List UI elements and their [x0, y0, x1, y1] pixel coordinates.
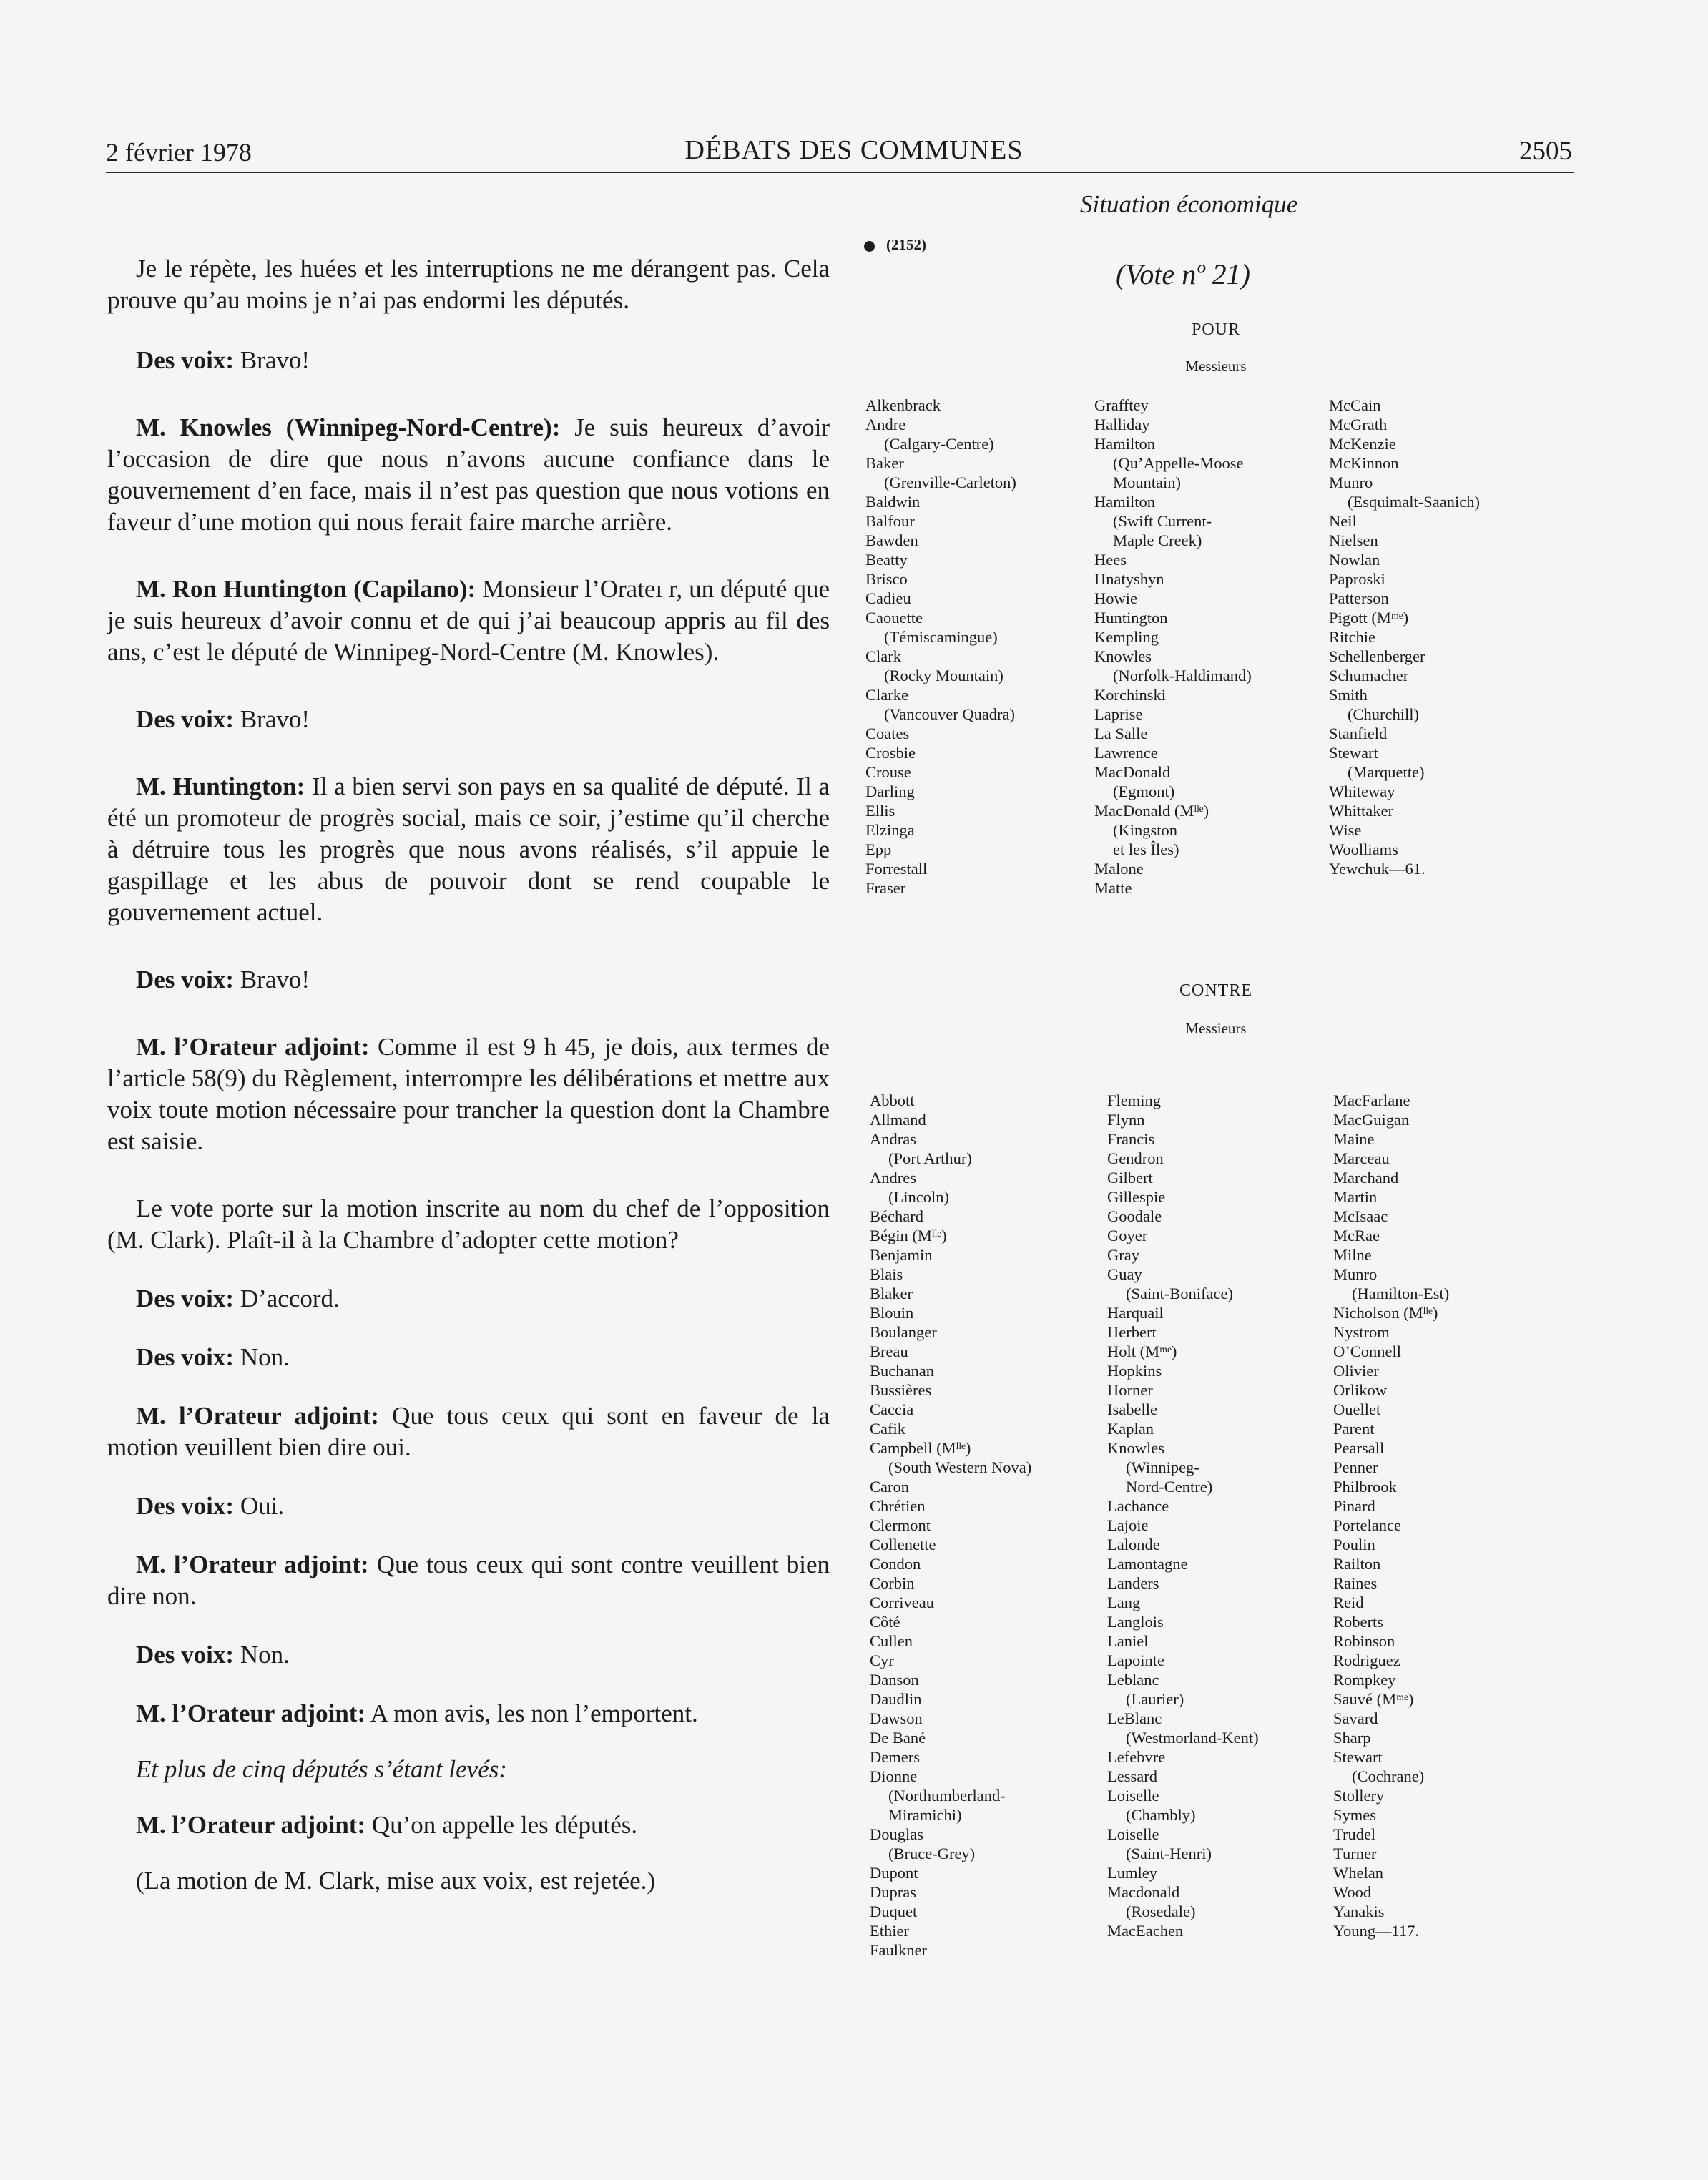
debate-paragraph	[107, 345, 830, 376]
member-name: (Bruce-Grey)	[888, 1845, 976, 1862]
member-name: Côté	[870, 1613, 900, 1631]
member-name: Harquail	[1107, 1304, 1164, 1322]
member-name: Macdonald	[1107, 1883, 1180, 1901]
member-name: Wise	[1329, 821, 1362, 839]
speech-text: Bravo!	[234, 966, 310, 993]
member-name: Pearsall	[1333, 1439, 1385, 1457]
speech-text: Le vote porte sur la motion inscrite au nom du chef de l’opposition (M. Clark). Plaît-il à la Chambre d’adopter cette motion?	[107, 1194, 830, 1254]
header-date: 2 février 1978	[106, 138, 252, 167]
member-name: Paproski	[1329, 570, 1385, 588]
speaker-name: Des voix:	[136, 346, 235, 374]
member-name: Boulanger	[870, 1323, 937, 1341]
member-name: (Vancouver Quadra)	[884, 705, 1016, 723]
member-name: Epp	[865, 840, 892, 858]
member-name: (Westmorland-Kent)	[1126, 1729, 1259, 1747]
member-name: Hnatyshyn	[1094, 570, 1164, 588]
page-number: 2505	[1519, 137, 1572, 166]
speech-text: Je le répète, les huées et les interruptions ne me dérangent pas. Cela prouve qu’au moins je n’ai pas endormi les députés.	[107, 255, 830, 314]
member-name: Ellis	[865, 802, 895, 820]
member-name: Cafik	[870, 1420, 905, 1438]
debate-paragraph	[107, 1342, 830, 1373]
speech-text: Bravo!	[234, 346, 310, 374]
member-name: De Bané	[870, 1729, 926, 1747]
speech-text: Je suis heureux d’avoir l’occasion de dire que nous n’avons aucune confiance dans le gouvernement d’en face, mais il n’est pas question que nous votions en faveur d’une motion qui nous ferait faire marche arrière.	[107, 413, 830, 536]
member-name: Knowles	[1094, 647, 1152, 665]
member-name: Trudel	[1333, 1825, 1376, 1843]
member-name: Wood	[1333, 1883, 1372, 1901]
member-name: Andres	[870, 1169, 916, 1187]
member-name: Corbin	[870, 1574, 915, 1592]
member-name: Beatty	[865, 551, 908, 569]
member-name: Whelan	[1333, 1864, 1383, 1882]
member-name: Darling	[865, 782, 915, 800]
member-name: Dionne	[870, 1767, 918, 1785]
debate-paragraph	[107, 1283, 830, 1315]
member-name: Abbott	[870, 1091, 915, 1109]
speaker-name: M. Huntington:	[136, 772, 305, 800]
member-name: Baldwin	[865, 493, 921, 511]
speaker-name: Des voix:	[136, 1343, 235, 1371]
member-name: Marceau	[1333, 1149, 1390, 1167]
member-name: Lachance	[1107, 1497, 1169, 1515]
member-name: Goyer	[1107, 1227, 1148, 1244]
member-name: Danson	[870, 1671, 919, 1689]
member-name: Francis	[1107, 1130, 1155, 1148]
member-name: Nowlan	[1329, 551, 1380, 569]
member-name: Faulkner	[870, 1941, 927, 1959]
member-name: Schumacher	[1329, 667, 1409, 684]
member-name: (Lincoln)	[888, 1188, 949, 1206]
member-name: (Rosedale)	[1126, 1902, 1196, 1920]
debate-paragraph	[107, 1698, 830, 1729]
member-name: Collenette	[870, 1536, 936, 1553]
member-name: (Qu’Appelle-Moose	[1113, 454, 1244, 472]
bullet-icon	[864, 241, 875, 252]
member-name: Lamontagne	[1107, 1555, 1188, 1573]
member-name: Bawden	[865, 531, 918, 549]
debate-paragraph	[107, 771, 830, 928]
member-name: Andras	[870, 1130, 916, 1148]
member-name: O’Connell	[1333, 1342, 1401, 1360]
member-name: Young—117.	[1333, 1922, 1420, 1940]
debate-paragraph	[107, 1193, 830, 1256]
member-name: Gray	[1107, 1246, 1139, 1264]
debate-paragraph	[107, 253, 830, 316]
speaker-name: Des voix:	[136, 1641, 235, 1669]
member-name: Roberts	[1333, 1613, 1383, 1631]
speech-text: Comme il est 9 h 45, je dois, aux termes de l’article 58(9) du Règlement, interrompre les délibérations et mettre aux voix toute motion nécessaire pour trancher la question dont la Chambre est saisie.	[107, 1033, 830, 1155]
pour-list-2	[1094, 396, 1252, 898]
member-name: McCain	[1329, 396, 1381, 414]
member-name: Langlois	[1107, 1613, 1164, 1631]
member-name: Turner	[1333, 1845, 1377, 1862]
member-name: Nielsen	[1329, 531, 1378, 549]
member-name: MacEachen	[1107, 1922, 1184, 1940]
member-name: Cadieu	[865, 589, 911, 607]
member-name: Cyr	[870, 1651, 894, 1669]
member-name: (Hamilton-Est)	[1352, 1285, 1450, 1302]
speaker-name: M. l’Orateur adjoint:	[136, 1033, 370, 1061]
member-name: Knowles	[1107, 1439, 1164, 1457]
speaker-name: M. l’Orateur adjoint:	[136, 1699, 366, 1727]
member-name: (Saint-Boniface)	[1126, 1285, 1233, 1302]
member-name: Duquet	[870, 1902, 918, 1920]
member-name: (Saint-Henri)	[1126, 1845, 1212, 1862]
member-name: Ethier	[870, 1922, 909, 1940]
member-name: Grafftey	[1094, 396, 1149, 414]
member-name: Raines	[1333, 1574, 1378, 1592]
member-name: Crouse	[865, 763, 911, 781]
member-name: Blouin	[870, 1304, 914, 1322]
member-name: Loiselle	[1107, 1787, 1159, 1805]
member-name: Nystrom	[1333, 1323, 1390, 1341]
member-name: (Kingston	[1113, 821, 1177, 839]
member-name: Pinard	[1333, 1497, 1375, 1515]
speech-text: Et plus de cinq députés s’étant levés:	[136, 1755, 508, 1783]
member-name: Allmand	[870, 1111, 926, 1129]
member-name: Daudlin	[870, 1690, 922, 1708]
member-name: Maple Creek)	[1113, 531, 1202, 549]
member-name: Laniel	[1107, 1632, 1149, 1650]
member-name: Breau	[870, 1342, 908, 1360]
speech-text: Oui.	[234, 1492, 285, 1520]
member-name: Lang	[1107, 1594, 1141, 1611]
member-name: Martin	[1333, 1188, 1378, 1206]
member-name: (Swift Current-	[1113, 512, 1212, 530]
member-name: Caron	[870, 1478, 909, 1496]
member-name: Gendron	[1107, 1149, 1164, 1167]
speech-text: Que tous ceux qui sont en faveur de la motion veuillent bien dire oui.	[107, 1402, 830, 1461]
member-name: Bussières	[870, 1381, 932, 1399]
speech-text: Non.	[234, 1641, 290, 1669]
time-marker-text: (2152)	[886, 236, 926, 253]
member-name: Hees	[1094, 551, 1127, 569]
member-name: Crosbie	[865, 744, 916, 762]
pour-list-3	[1329, 396, 1480, 878]
speech-text: Que tous ceux qui sont contre veuillent bien dire non.	[107, 1551, 830, 1610]
member-name: Blaker	[870, 1285, 913, 1302]
debate-column	[107, 227, 830, 1897]
member-name: Condon	[870, 1555, 921, 1573]
member-name: Andre	[865, 416, 906, 433]
member-name: LeBlanc	[1107, 1709, 1162, 1727]
member-name: (Témiscamingue)	[884, 628, 998, 646]
member-name: Kempling	[1094, 628, 1159, 646]
time-marker	[864, 236, 926, 254]
debate-paragraph	[107, 1639, 830, 1671]
member-name: Milne	[1333, 1246, 1372, 1264]
member-name: Cullen	[870, 1632, 913, 1650]
member-name: Brisco	[865, 570, 908, 588]
debate-paragraph	[107, 574, 830, 668]
member-name: Poulin	[1333, 1536, 1375, 1553]
member-name: Clark	[865, 647, 901, 665]
speaker-name: M. l’Orateur adjoint:	[136, 1551, 369, 1578]
debate-paragraph	[107, 1491, 830, 1522]
member-name: Kaplan	[1107, 1420, 1154, 1438]
contre-sub: Messieurs	[1185, 1020, 1247, 1037]
member-name: Reid	[1333, 1594, 1364, 1611]
member-name: Flynn	[1107, 1111, 1145, 1129]
member-name: Gilbert	[1107, 1169, 1153, 1187]
member-name: Ouellet	[1333, 1400, 1381, 1418]
speaker-name: Des voix:	[136, 705, 235, 733]
member-name: Caccia	[870, 1400, 914, 1418]
member-name: (South Western Nova)	[888, 1458, 1032, 1476]
member-name: (Calgary-Centre)	[884, 435, 994, 453]
pour-list-1	[865, 396, 1016, 898]
member-name: Lalonde	[1107, 1536, 1160, 1553]
pour-label: POUR	[1191, 320, 1241, 339]
member-name: Elzinga	[865, 821, 915, 839]
member-name: Stewart	[1329, 744, 1378, 762]
member-name: (Marquette)	[1348, 763, 1425, 781]
member-name: Hamilton	[1094, 435, 1155, 453]
member-name: Parent	[1333, 1420, 1375, 1438]
member-name: Douglas	[870, 1825, 923, 1843]
member-name: Gillespie	[1107, 1188, 1166, 1206]
member-name: Baker	[865, 454, 904, 472]
member-name: Whiteway	[1329, 782, 1395, 800]
member-name: Laprise	[1094, 705, 1143, 723]
member-name: (Churchill)	[1348, 705, 1419, 723]
member-name: Horner	[1107, 1381, 1153, 1399]
member-name: Leblanc	[1107, 1671, 1159, 1689]
member-name: Pigott (Mᵐᵉ)	[1329, 609, 1409, 627]
member-name: Fleming	[1107, 1091, 1162, 1109]
member-name: Halliday	[1094, 416, 1150, 433]
member-name: Isabelle	[1107, 1400, 1157, 1418]
member-name: Demers	[870, 1748, 920, 1766]
member-name: Huntington	[1094, 609, 1168, 627]
speech-text: Qu’on appelle les députés.	[365, 1811, 638, 1839]
member-name: Forrestall	[865, 860, 928, 878]
member-name: Guay	[1107, 1265, 1142, 1283]
debate-paragraph	[107, 1754, 830, 1785]
member-name: Yanakis	[1333, 1902, 1385, 1920]
member-name: Alkenbrack	[865, 396, 941, 414]
member-name: Savard	[1333, 1709, 1378, 1727]
member-name: Lajoie	[1107, 1516, 1149, 1534]
debate-paragraph	[107, 1031, 830, 1157]
member-name: Nicholson (Mˡˡᵉ)	[1333, 1304, 1438, 1322]
member-name: Clermont	[870, 1516, 931, 1534]
member-name: MacDonald	[1094, 763, 1171, 781]
speech-text: Non.	[234, 1343, 290, 1371]
member-name: (Rocky Mountain)	[884, 667, 1003, 684]
member-name: McIsaac	[1333, 1207, 1388, 1225]
member-name: Loiselle	[1107, 1825, 1159, 1843]
member-name: Marchand	[1333, 1169, 1399, 1187]
member-name: Holt (Mᵐᵉ)	[1107, 1342, 1177, 1360]
member-name: Clarke	[865, 686, 908, 704]
header-rule	[106, 172, 1574, 173]
member-name: Caouette	[865, 609, 923, 627]
member-name: Rompkey	[1333, 1671, 1396, 1689]
member-name: Olivier	[1333, 1362, 1379, 1380]
member-name: MacFarlane	[1333, 1091, 1410, 1109]
pour-sub: Messieurs	[1185, 358, 1247, 375]
debate-paragraph	[107, 964, 830, 996]
member-name: Lefebvre	[1107, 1748, 1166, 1766]
member-name: La Salle	[1094, 725, 1148, 742]
member-name: Stollery	[1333, 1787, 1385, 1805]
member-name: Rodriguez	[1333, 1651, 1400, 1669]
debate-paragraph	[107, 1549, 830, 1612]
member-name: Yewchuk—61.	[1329, 860, 1425, 878]
contre-label: CONTRE	[1179, 981, 1252, 1000]
member-name: Robinson	[1333, 1632, 1395, 1650]
member-name: Benjamin	[870, 1246, 933, 1264]
member-name: (Esquimalt-Saanich)	[1348, 493, 1480, 511]
member-name: (Chambly)	[1126, 1806, 1196, 1824]
member-name: Portelance	[1333, 1516, 1401, 1534]
debate-paragraph	[107, 704, 830, 735]
contre-list-3	[1333, 1091, 1449, 1940]
speaker-name: M. Ron Huntington (Capilano):	[136, 575, 476, 603]
member-name: Lessard	[1107, 1767, 1157, 1785]
member-name: Malone	[1094, 860, 1144, 878]
debate-paragraph	[107, 1810, 830, 1841]
member-name: (Winnipeg-	[1126, 1458, 1199, 1476]
member-name: MacGuigan	[1333, 1111, 1410, 1129]
member-name: Dawson	[870, 1709, 923, 1727]
member-name: Hopkins	[1107, 1362, 1162, 1380]
member-name: Coates	[865, 725, 910, 742]
member-name: Chrétien	[870, 1497, 926, 1515]
member-name: (Cochrane)	[1352, 1767, 1425, 1785]
member-name: Lumley	[1107, 1864, 1157, 1882]
member-name: Bégin (Mˡˡᵉ)	[870, 1227, 947, 1244]
member-name: Matte	[1094, 879, 1132, 897]
member-name: Woolliams	[1329, 840, 1398, 858]
speaker-name: Des voix:	[136, 966, 235, 993]
speech-text: A mon avis, les non l’emportent.	[365, 1699, 698, 1727]
speaker-name: M. l’Orateur adjoint:	[136, 1402, 379, 1430]
speaker-name: M. Knowles (Winnipeg-Nord-Centre):	[136, 413, 561, 441]
member-name: Schellenberger	[1329, 647, 1425, 665]
member-name: Symes	[1333, 1806, 1377, 1824]
member-name: Philbrook	[1333, 1478, 1397, 1496]
member-name: McKinnon	[1329, 454, 1399, 472]
speech-text: Bravo!	[234, 705, 310, 733]
member-name: (Port Arthur)	[888, 1149, 972, 1167]
member-name: (Laurier)	[1126, 1690, 1184, 1708]
member-name: Miramichi)	[888, 1806, 962, 1824]
member-name: Dupras	[870, 1883, 916, 1901]
member-name: Hamilton	[1094, 493, 1155, 511]
member-name: Whittaker	[1329, 802, 1393, 820]
member-name: Landers	[1107, 1574, 1159, 1592]
debate-paragraph	[107, 1400, 830, 1463]
member-name: Herbert	[1107, 1323, 1157, 1341]
member-name: Sharp	[1333, 1729, 1371, 1747]
member-name: Lapointe	[1107, 1651, 1164, 1669]
member-name: Stanfield	[1329, 725, 1388, 742]
section-title: Situation économique	[1080, 190, 1298, 218]
member-name: Balfour	[865, 512, 915, 530]
member-name: Smith	[1329, 686, 1368, 704]
member-name: Orlikow	[1333, 1381, 1387, 1399]
member-name: (Norfolk-Haldimand)	[1113, 667, 1252, 684]
vote-number: (Vote nº 21)	[1116, 258, 1250, 290]
speaker-name: Des voix:	[136, 1285, 235, 1312]
debate-paragraph	[107, 1865, 830, 1897]
member-name: Neil	[1329, 512, 1357, 530]
member-name: Railton	[1333, 1555, 1381, 1573]
member-name: Maine	[1333, 1130, 1375, 1148]
speaker-name: M. l’Orateur adjoint:	[136, 1811, 366, 1839]
member-name: Buchanan	[870, 1362, 934, 1380]
member-name: Korchinski	[1094, 686, 1166, 704]
member-name: Campbell (Mˡˡᵉ)	[870, 1439, 971, 1457]
speech-text: (La motion de M. Clark, mise aux voix, est rejetée.)	[136, 1867, 656, 1895]
contre-list-1	[870, 1091, 1031, 1960]
member-name: McGrath	[1329, 416, 1388, 433]
contre-list-2	[1107, 1091, 1259, 1940]
member-name: Penner	[1333, 1458, 1378, 1476]
member-name: Blais	[870, 1265, 903, 1283]
member-name: Mountain)	[1113, 473, 1181, 491]
debate-paragraph	[107, 412, 830, 538]
member-name: Sauvé (Mᵐᵉ)	[1333, 1690, 1414, 1708]
member-name: et les Îles)	[1113, 840, 1179, 858]
member-name: Munro	[1333, 1265, 1378, 1283]
speech-text: D’accord.	[234, 1285, 340, 1312]
speech-text: Il a bien servi son pays en sa qualité de député. Il a été un promoteur de progrès social, mais ce soir, j’estime qu’il cherche à détruire tous les progrès que nous avons réalisés, s’il appuie le gaspillage et les abus de pouvoir dont se rend coupable le gouvernement actuel.	[107, 772, 830, 926]
header-title: DÉBATS DES COMMUNES	[684, 135, 1024, 165]
member-name: Goodale	[1107, 1207, 1162, 1225]
member-name: McKenzie	[1329, 435, 1396, 453]
member-name: (Grenville-Carleton)	[884, 473, 1016, 491]
member-name: (Egmont)	[1113, 782, 1175, 800]
member-name: Nord-Centre)	[1126, 1478, 1213, 1496]
speaker-name: Des voix:	[136, 1492, 235, 1520]
member-name: Patterson	[1329, 589, 1389, 607]
member-name: McRae	[1333, 1227, 1380, 1244]
member-name: (Northumberland-	[888, 1787, 1006, 1805]
member-name: Howie	[1094, 589, 1137, 607]
member-name: Stewart	[1333, 1748, 1383, 1766]
member-name: Lawrence	[1094, 744, 1158, 762]
member-name: MacDonald (Mˡˡᵉ)	[1094, 802, 1209, 820]
member-name: Béchard	[870, 1207, 923, 1225]
member-name: Ritchie	[1329, 628, 1375, 646]
member-name: Corriveau	[870, 1594, 934, 1611]
member-name: Fraser	[865, 879, 906, 897]
member-name: Munro	[1329, 473, 1373, 491]
member-name: Dupont	[870, 1864, 918, 1882]
speech-text: Monsieur l’Orateı r, un député que je suis heureux d’avoir connu et de qui j’ai beaucoup appris au fil des ans, c’est le député de Winnipeg-Nord-Centre (M. Knowles).	[107, 575, 830, 666]
